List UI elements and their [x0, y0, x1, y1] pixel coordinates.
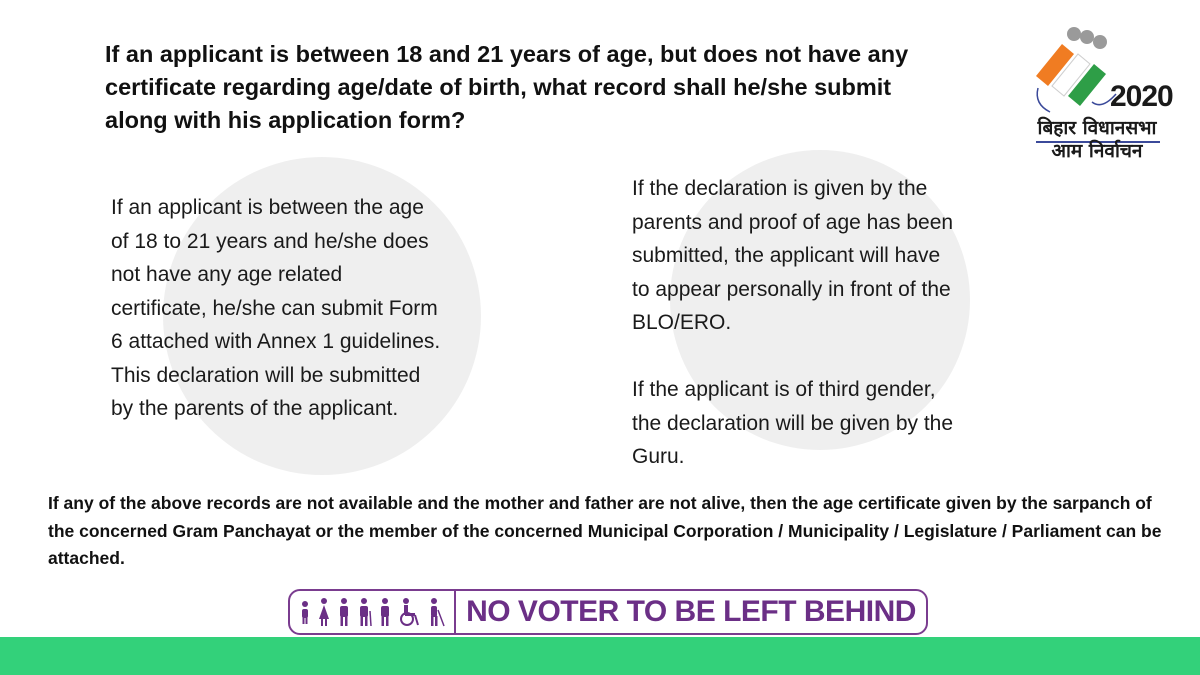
woman-icon	[317, 597, 331, 627]
blind-person-icon	[427, 597, 445, 627]
question-heading: If an applicant is between 18 and 21 years of age, but does not have any certificate regarding age/date of birth, what record shall he/she submit along with his application form?	[105, 41, 909, 133]
note-text: If any of the above records are not available and the mother and father are not alive, then the age certificate given by the sarpanch of the concerned Gram Panchayat or the member of the concerned Municipal Corporation / Municipality / Legislature / Parliament can be attached.	[48, 493, 1162, 568]
answer-right-text: If the declaration is given by the parents and proof of age has been submitted, the applicant will have to appear personally in front of the BLO/ERO. If the applicant is of third gender, the declaration will be given by the Guru.	[632, 177, 954, 468]
logo-year: 2020	[1110, 80, 1173, 113]
tagline-text: NO VOTER TO BE LEFT BEHIND	[466, 595, 916, 628]
logo-title-line1: बिहार विधानसभा	[1037, 117, 1157, 139]
child-icon	[299, 599, 311, 625]
answer-left-text: If an applicant is between the age of 18 to 21 years and he/she does not have any age related certificate, he/she can submit Form 6 attached with Annex 1 guidelines. This declaration will be submitted by the parents of the applicant.	[111, 196, 441, 420]
footer-bar	[0, 637, 1200, 675]
tagline-banner	[288, 589, 928, 635]
voter-icons	[290, 591, 456, 633]
logo-title-line2: आम निर्वाचन	[1051, 140, 1143, 162]
election-logo	[1032, 24, 1173, 164]
man-icon	[337, 597, 351, 627]
wheelchair-icon	[397, 597, 421, 627]
elderly-icon	[357, 597, 373, 627]
person-icon	[379, 597, 391, 627]
